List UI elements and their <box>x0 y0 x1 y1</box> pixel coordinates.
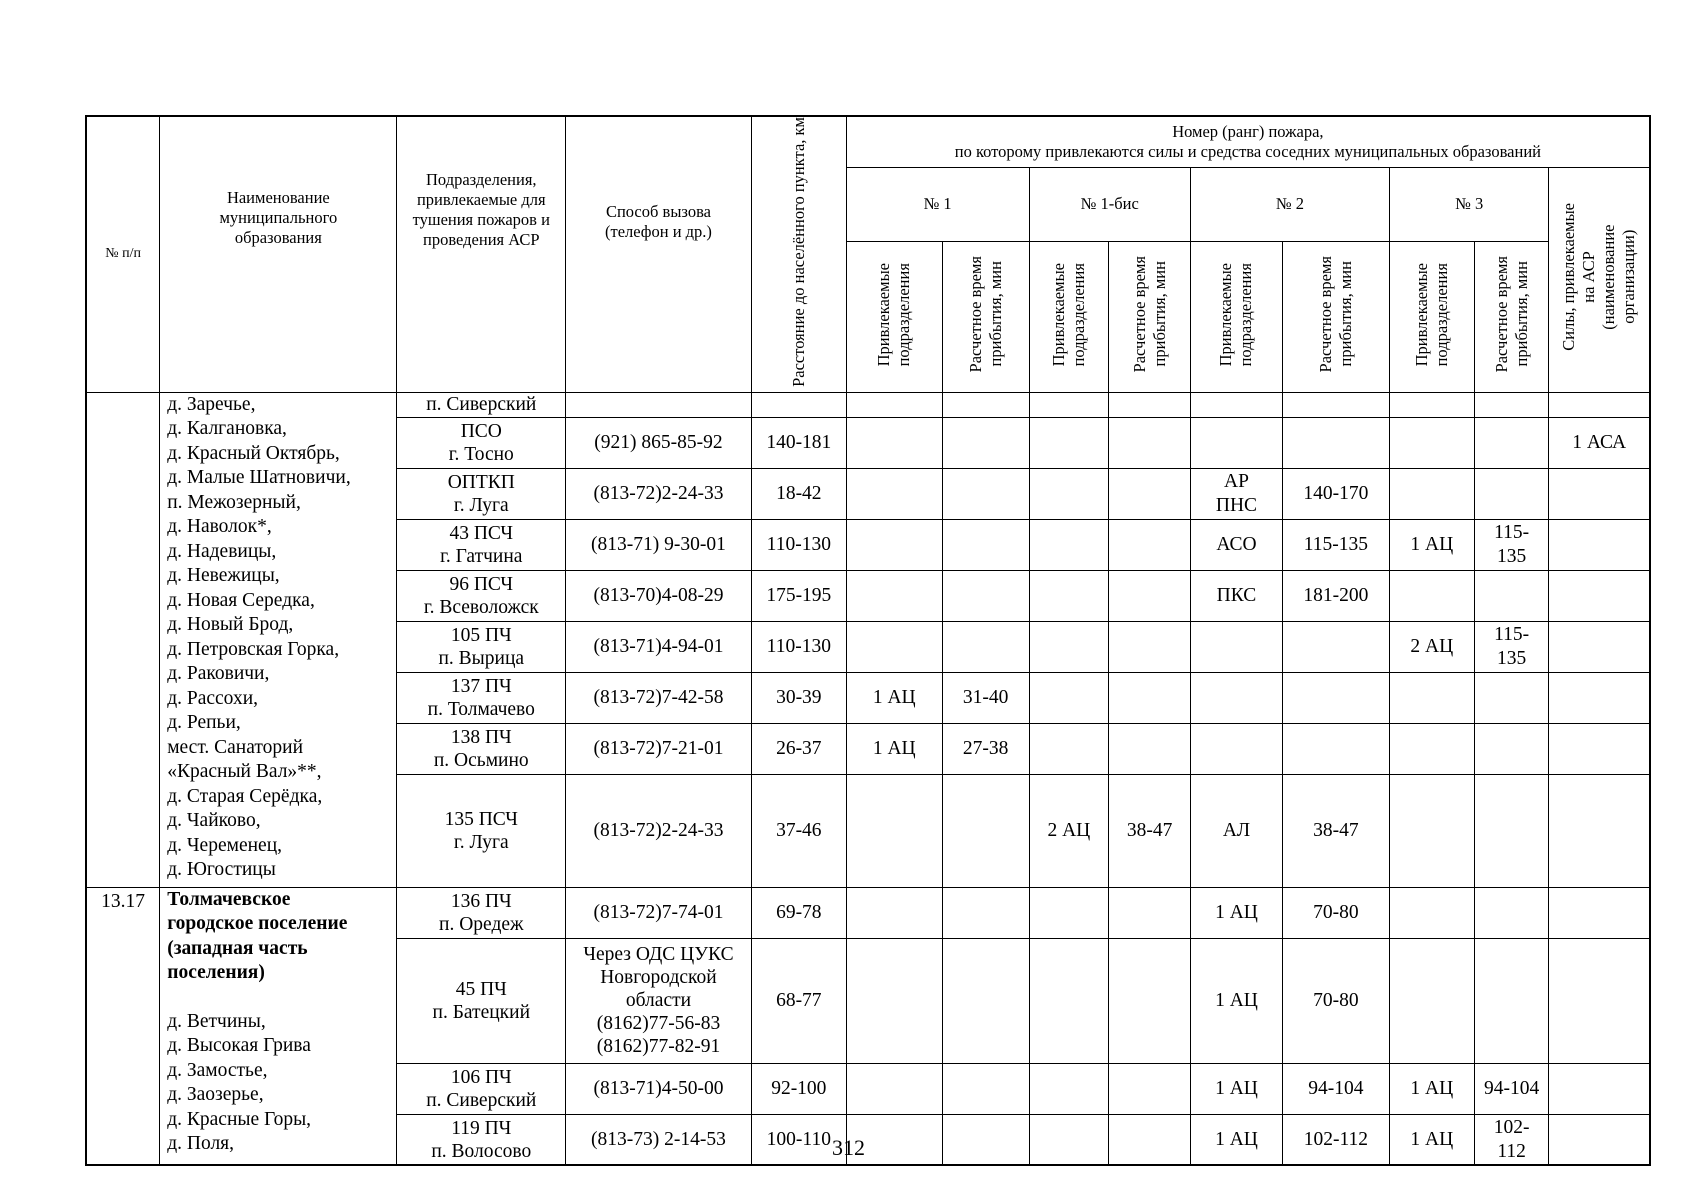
table-row <box>86 392 1650 417</box>
rank1bis-time-cell <box>1109 887 1191 938</box>
header-r2-units-text: Привлекаемые подразделения <box>1216 262 1256 367</box>
asr-forces-cell <box>1549 887 1650 938</box>
settlement-name: д. Заозерье, <box>167 1084 264 1106</box>
fire-forces-table <box>85 115 1651 1166</box>
rank2-units-cell: АСО <box>1191 519 1283 570</box>
rank2-time-cell: 140-170 <box>1282 468 1389 519</box>
header-num: № п/п <box>86 116 160 392</box>
rank1bis-units-cell: 2 АЦ <box>1029 774 1109 887</box>
rank2-time-cell: 102-112 <box>1282 1114 1389 1165</box>
rank1bis-units-cell <box>1029 723 1109 774</box>
rank3-time-cell: 115- 135 <box>1474 519 1549 570</box>
asr-forces-cell <box>1549 519 1650 570</box>
unit-cell: 136 ПЧ п. Оредеж <box>397 887 566 938</box>
rank2-time-cell <box>1282 723 1389 774</box>
rank1bis-units-cell <box>1029 621 1109 672</box>
rank3-units-cell <box>1389 938 1474 1063</box>
rank1bis-time-cell <box>1109 570 1191 621</box>
rank1bis-units-cell <box>1029 1063 1109 1114</box>
header-rank-3: № 3 <box>1389 167 1549 241</box>
rank1-units-cell: 1 АЦ <box>846 672 942 723</box>
header-r3-time-text: Расчетное время прибытия, мин <box>1491 256 1531 373</box>
rank2-units-cell <box>1191 723 1283 774</box>
rank3-time-cell <box>1474 570 1549 621</box>
phone-cell: (813-72)2-24-33 <box>566 468 752 519</box>
settlement-name: д. Красные Горы, <box>167 1108 312 1130</box>
header-r2-time-text: Расчетное время прибытия, мин <box>1315 256 1355 373</box>
header-r1-units-text: Привлекаемые подразделения <box>874 262 914 367</box>
rank3-units-cell <box>1389 417 1474 468</box>
phone-cell <box>566 392 752 417</box>
unit-cell: 45 ПЧ п. Батецкий <box>397 938 566 1063</box>
settlement-name: д. Петровская Горка, <box>167 638 340 660</box>
rank1bis-time-cell <box>1109 672 1191 723</box>
header-rank-1: № 1 <box>846 167 1029 241</box>
phone-cell: (813-72)7-21-01 <box>566 723 752 774</box>
rank2-units-cell: 1 АЦ <box>1191 887 1283 938</box>
header-r1bis-units-text: Привлекаемые подразделения <box>1048 262 1088 367</box>
rank3-units-cell: 1 АЦ <box>1389 519 1474 570</box>
row-number-cell <box>86 392 160 887</box>
header-asr-forces-text: Силы, привлекаемые на АСР (наименование организации) <box>1559 203 1639 352</box>
rank1-units-cell <box>846 392 942 417</box>
settlement-name: д. Наволок*, <box>167 516 272 538</box>
asr-forces-cell: 1 АСА <box>1549 417 1650 468</box>
rank1-time-cell <box>942 774 1029 887</box>
header-row-1 <box>86 116 1650 167</box>
rank3-units-cell <box>1389 468 1474 519</box>
rank1bis-time-cell <box>1109 519 1191 570</box>
header-r1-units <box>846 241 942 392</box>
phone-cell: (813-71)4-50-00 <box>566 1063 752 1114</box>
rank3-time-cell <box>1474 774 1549 887</box>
phone-cell: (813-71)4-94-01 <box>566 621 752 672</box>
unit-cell: 96 ПСЧ г. Всеволожск <box>397 570 566 621</box>
header-r2-time <box>1282 241 1389 392</box>
settlement-name: д. Новый Брод, <box>167 614 294 636</box>
header-distance <box>751 116 846 392</box>
phone-cell: Через ОДС ЦУКС Новгородской области (8162)77-56-83 (8162)77-82-91 <box>566 938 752 1063</box>
rank3-time-cell <box>1474 468 1549 519</box>
rank3-units-cell: 1 АЦ <box>1389 1114 1474 1165</box>
settlement-name: д. Замостье, <box>167 1059 268 1081</box>
rank1-time-cell <box>942 417 1029 468</box>
header-units-text: Подразделения, привлекаемые для тушения пожаров и проведения АСР <box>412 170 550 249</box>
rank1bis-units-cell <box>1029 887 1109 938</box>
distance-cell: 100-110 <box>751 1114 846 1165</box>
rank1bis-units-cell <box>1029 938 1109 1063</box>
unit-cell: 105 ПЧ п. Вырица <box>397 621 566 672</box>
municipality-name: городское поселение <box>167 913 348 935</box>
settlement-name: д. Чайково, <box>167 810 261 832</box>
header-r3-time <box>1474 241 1549 392</box>
phone-cell: (813-72)7-74-01 <box>566 887 752 938</box>
asr-forces-cell <box>1549 672 1650 723</box>
distance-cell: 110-130 <box>751 519 846 570</box>
header-distance-text: Расстояние до населённого пункта, км <box>788 117 808 387</box>
rank1bis-time-cell <box>1109 938 1191 1063</box>
settlement-name: д. Старая Серёдка, <box>167 785 323 807</box>
header-rank-2: № 2 <box>1191 167 1390 241</box>
rank3-time-cell: 94-104 <box>1474 1063 1549 1114</box>
rank1-time-cell <box>942 519 1029 570</box>
settlement-name: д. Малые Шатновичи, <box>167 467 351 489</box>
rank3-time-cell: 102- 112 <box>1474 1114 1549 1165</box>
row-number-cell: 13.17 <box>86 887 160 1165</box>
rank2-time-cell <box>1282 392 1389 417</box>
rank1bis-time-cell <box>1109 417 1191 468</box>
rank1-time-cell <box>942 938 1029 1063</box>
spacer <box>167 986 392 1010</box>
settlement-name: д. Заречье, <box>167 393 256 415</box>
rank1-units-cell <box>846 1063 942 1114</box>
asr-forces-cell <box>1549 774 1650 887</box>
header-r1bis-time-text: Расчетное время прибытия, мин <box>1129 256 1169 373</box>
settlement-name: д. Высокая Грива <box>167 1035 311 1057</box>
header-fire-rank: Номер (ранг) пожара, по которому привлекаются силы и средства соседних муниципальных образований <box>846 116 1650 167</box>
phone-cell: (921) 865-85-92 <box>566 417 752 468</box>
asr-forces-cell <box>1549 392 1650 417</box>
rank2-time-cell <box>1282 672 1389 723</box>
rank2-units-cell: АР ПНС <box>1191 468 1283 519</box>
rank3-time-cell <box>1474 672 1549 723</box>
settlement-name: д. Череменец, <box>167 834 283 856</box>
municipality-name: поселения) <box>167 962 265 984</box>
header-call-method-text: Способ вызова (телефон и др.) <box>605 202 712 241</box>
municipality-name: Толмачевское <box>167 888 291 910</box>
rank2-time-cell: 70-80 <box>1282 887 1389 938</box>
rank2-time-cell: 70-80 <box>1282 938 1389 1063</box>
unit-cell: п. Сиверский <box>397 392 566 417</box>
header-units <box>397 116 566 392</box>
distance-cell: 18-42 <box>751 468 846 519</box>
rank1-units-cell <box>846 938 942 1063</box>
rank1-units-cell <box>846 468 942 519</box>
header-municipality <box>160 116 397 392</box>
municipality-name: (западная часть <box>167 937 308 959</box>
rank1-time-cell <box>942 887 1029 938</box>
rank2-time-cell: 94-104 <box>1282 1063 1389 1114</box>
rank1-units-cell <box>846 570 942 621</box>
rank1-units-cell <box>846 774 942 887</box>
rank3-time-cell <box>1474 417 1549 468</box>
settlement-name: п. Межозерный, <box>167 491 301 513</box>
rank2-time-cell: 38-47 <box>1282 774 1389 887</box>
header-r1-time <box>942 241 1029 392</box>
header-asr-forces <box>1549 167 1650 392</box>
rank2-units-cell: ПКС <box>1191 570 1283 621</box>
settlement-name: мест. Санаторий <box>167 736 304 758</box>
rank3-units-cell <box>1389 887 1474 938</box>
rank2-units-cell <box>1191 417 1283 468</box>
rank1bis-units-cell <box>1029 468 1109 519</box>
rank1-time-cell <box>942 621 1029 672</box>
rank1bis-units-cell <box>1029 392 1109 417</box>
rank3-time-cell <box>1474 938 1549 1063</box>
settlement-name: д. Ветчины, <box>167 1010 266 1032</box>
rank2-units-cell <box>1191 392 1283 417</box>
rank2-units-cell <box>1191 672 1283 723</box>
distance-cell: 68-77 <box>751 938 846 1063</box>
phone-cell: (813-70)4-08-29 <box>566 570 752 621</box>
rank1bis-time-cell <box>1109 1063 1191 1114</box>
distance-cell: 37-46 <box>751 774 846 887</box>
rank1-units-cell <box>846 417 942 468</box>
settlement-name: д. Новая Середка, <box>167 589 315 611</box>
header-call-method <box>566 116 752 392</box>
rank3-units-cell: 2 АЦ <box>1389 621 1474 672</box>
rank3-time-cell <box>1474 723 1549 774</box>
header-r1-time-text: Расчетное время прибытия, мин <box>965 256 1005 373</box>
rank1-units-cell <box>846 621 942 672</box>
rank3-units-cell <box>1389 774 1474 887</box>
rank3-units-cell <box>1389 723 1474 774</box>
rank2-units-cell: 1 АЦ <box>1191 1114 1283 1165</box>
municipality-cell <box>160 392 397 887</box>
settlement-name: д. Раковичи, <box>167 663 270 685</box>
rank1bis-units-cell <box>1029 570 1109 621</box>
rank1bis-units-cell <box>1029 519 1109 570</box>
rank1bis-time-cell <box>1109 723 1191 774</box>
rank1-time-cell <box>942 392 1029 417</box>
rank1bis-time-cell <box>1109 468 1191 519</box>
settlement-name: д. Надевицы, <box>167 540 277 562</box>
asr-forces-cell <box>1549 621 1650 672</box>
rank2-units-cell: АЛ <box>1191 774 1283 887</box>
rank1-units-cell <box>846 519 942 570</box>
rank3-units-cell <box>1389 570 1474 621</box>
municipality-cell <box>160 887 397 1165</box>
phone-cell: (813-73) 2-14-53 <box>566 1114 752 1165</box>
rank1-time-cell <box>942 570 1029 621</box>
rank3-time-cell: 115- 135 <box>1474 621 1549 672</box>
phone-cell: (813-71) 9-30-01 <box>566 519 752 570</box>
rank3-units-cell: 1 АЦ <box>1389 1063 1474 1114</box>
table-row <box>86 887 1650 938</box>
rank1-time-cell: 31-40 <box>942 672 1029 723</box>
rank2-time-cell <box>1282 417 1389 468</box>
rank1bis-time-cell <box>1109 621 1191 672</box>
rank1bis-time-cell <box>1109 392 1191 417</box>
distance-cell: 26-37 <box>751 723 846 774</box>
page-number: 312 <box>832 1135 865 1160</box>
header-r3-units <box>1389 241 1474 392</box>
settlement-name: д. Поля, <box>167 1133 235 1155</box>
settlement-name: д. Репьи, <box>167 712 241 734</box>
distance-cell: 92-100 <box>751 1063 846 1114</box>
settlement-name: д. Невежицы, <box>167 565 280 587</box>
unit-cell: ПСО г. Тосно <box>397 417 566 468</box>
unit-cell: 106 ПЧ п. Сиверский <box>397 1063 566 1114</box>
distance-cell <box>751 392 846 417</box>
header-municipality-text: Наименование муниципального образования <box>219 188 338 247</box>
header-rank-1bis: № 1-бис <box>1029 167 1191 241</box>
unit-cell: 138 ПЧ п. Осьмино <box>397 723 566 774</box>
rank2-units-cell: 1 АЦ <box>1191 1063 1283 1114</box>
asr-forces-cell <box>1549 468 1650 519</box>
header-r1bis-time <box>1109 241 1191 392</box>
rank1-time-cell <box>942 468 1029 519</box>
rank1-time-cell <box>942 1063 1029 1114</box>
rank1bis-units-cell <box>1029 417 1109 468</box>
unit-cell: 43 ПСЧ г. Гатчина <box>397 519 566 570</box>
rank3-time-cell <box>1474 887 1549 938</box>
distance-cell: 69-78 <box>751 887 846 938</box>
phone-cell: (813-72)7-42-58 <box>566 672 752 723</box>
header-r3-units-text: Привлекаемые подразделения <box>1411 262 1451 367</box>
settlement-name: д. Красный Октябрь, <box>167 442 340 464</box>
unit-cell: 135 ПСЧ г. Луга <box>397 774 566 887</box>
distance-cell: 140-181 <box>751 417 846 468</box>
asr-forces-cell <box>1549 570 1650 621</box>
asr-forces-cell <box>1549 938 1650 1063</box>
rank2-time-cell <box>1282 621 1389 672</box>
rank2-time-cell: 181-200 <box>1282 570 1389 621</box>
settlement-name: д. Калгановка, <box>167 418 287 440</box>
rank2-time-cell: 115-135 <box>1282 519 1389 570</box>
rank1-units-cell <box>846 887 942 938</box>
rank1bis-units-cell <box>1029 672 1109 723</box>
phone-cell: (813-72)2-24-33 <box>566 774 752 887</box>
header-r2-units <box>1191 241 1283 392</box>
header-r1bis-units <box>1029 241 1109 392</box>
unit-cell: 119 ПЧ п. Волосово <box>397 1114 566 1165</box>
unit-cell: ОПТКП г. Луга <box>397 468 566 519</box>
rank2-units-cell <box>1191 621 1283 672</box>
rank1-units-cell: 1 АЦ <box>846 723 942 774</box>
rank1-time-cell: 27-38 <box>942 723 1029 774</box>
rank3-units-cell <box>1389 392 1474 417</box>
settlement-name: д. Югостицы <box>167 859 276 881</box>
rank2-units-cell: 1 АЦ <box>1191 938 1283 1063</box>
asr-forces-cell <box>1549 1063 1650 1114</box>
rank3-units-cell <box>1389 672 1474 723</box>
rank1bis-time-cell: 38-47 <box>1109 774 1191 887</box>
unit-cell: 137 ПЧ п. Толмачево <box>397 672 566 723</box>
distance-cell: 175-195 <box>751 570 846 621</box>
distance-cell: 30-39 <box>751 672 846 723</box>
distance-cell: 110-130 <box>751 621 846 672</box>
settlement-name: д. Рассохи, <box>167 687 259 709</box>
rank3-time-cell <box>1474 392 1549 417</box>
settlement-name: «Красный Вал»**, <box>167 761 322 783</box>
asr-forces-cell <box>1549 723 1650 774</box>
